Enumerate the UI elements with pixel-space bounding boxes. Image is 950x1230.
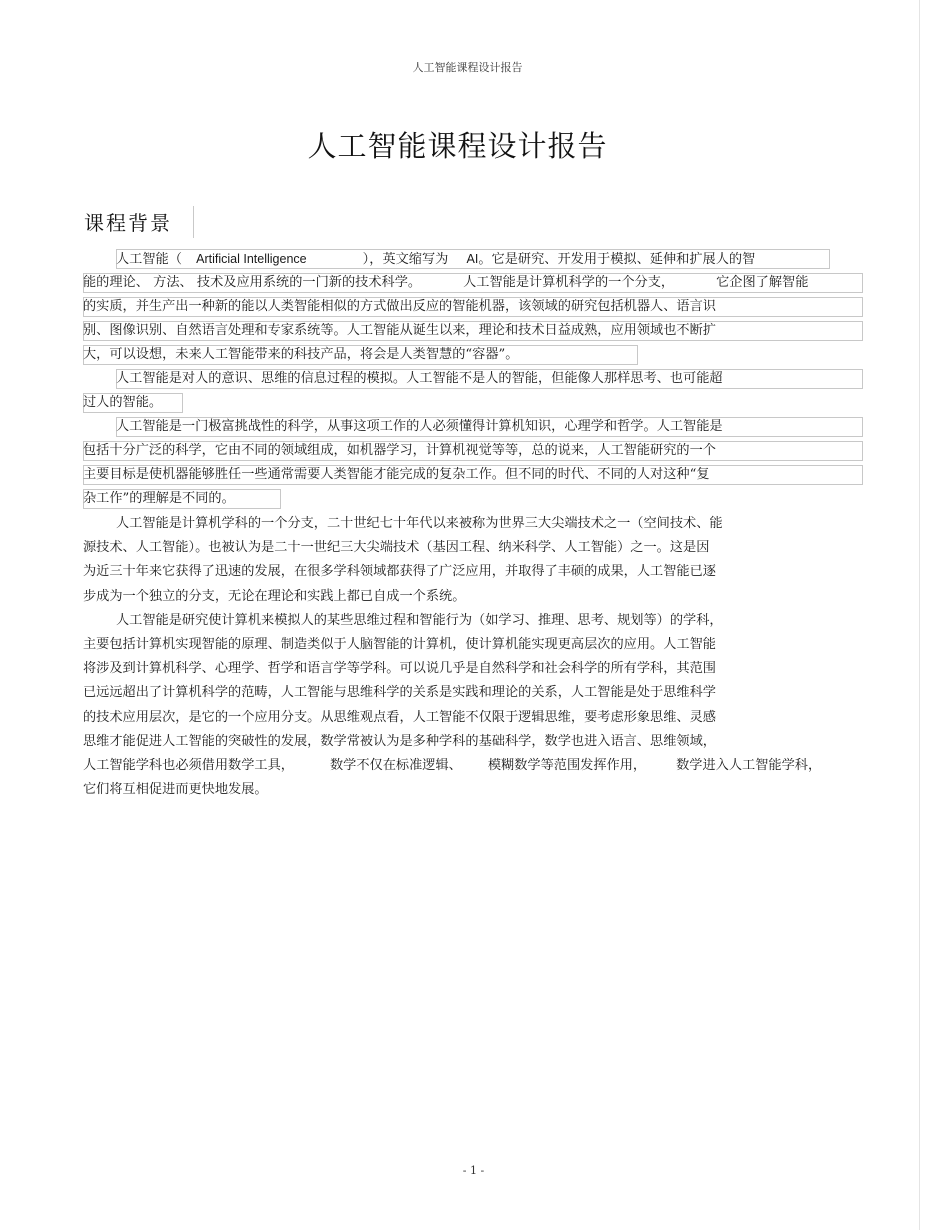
paragraph-line: 杂工作”的理解是不同的。: [83, 491, 235, 506]
running-header: 人工智能课程设计报告: [412, 61, 523, 74]
section-heading: 课程背景: [84, 211, 172, 235]
paragraph-line: 主要目标是使机器能够胜任一些通常需要人类智能才能完成的复杂工作。但不同的时代、不同的人对这种“复: [83, 467, 710, 482]
paragraph-line: 包括十分广泛的科学，它由不同的领域组成，如机器学习，计算机视觉等等，总的说来，人工智能研究的一个: [83, 443, 716, 458]
paragraph-line: 人工智能是计算机学科的一个分支，二十世纪七十年代以来被称为世界三大尖端技术之一（空间技术、能: [116, 516, 723, 531]
paragraph-line: 人工智能是研究使计算机来模拟人的某些思维过程和智能行为（如学习、推理、思考、规划等）的学科，: [116, 613, 723, 628]
paragraph-line: 能的理论、 方法、 技术及应用系统的一门新的技术科学。 人工智能是计算机科学的一个分支， 它企图了解智能: [83, 275, 809, 290]
heading-divider: [193, 206, 194, 238]
paragraph-line: 步成为一个独立的分支，无论在理论和实践上都已自成一个系统。: [83, 589, 466, 604]
paragraph-line: 它们将互相促进而更快地发展。: [83, 782, 268, 797]
paragraph-line: 思维才能促进人工智能的突破性的发展，数学常被认为是多种学科的基础科学，数学也进入语言、思维领域，: [83, 734, 716, 749]
paragraph-line: 别、图像识别、自然语言处理和专家系统等。人工智能从诞生以来，理论和技术日益成熟，应用领域也不断扩: [83, 323, 716, 338]
paragraph-line: 人工智能是对人的意识、思维的信息过程的模拟。人工智能不是人的智能，但能像人那样思考、也可能超: [116, 371, 723, 386]
paragraph-line: 将涉及到计算机科学、心理学、哲学和语言学等学科。可以说几乎是自然科学和社会科学的所有学科，其范围: [83, 661, 716, 676]
paragraph-line: 过人的智能。: [83, 395, 163, 410]
paragraph-line: 人工智能（ Artificial Intelligence ），英文缩写为 AI。它是研究、开发用于模拟、延伸和扩展人的智: [116, 252, 756, 267]
paragraph-line: 大，可以设想，未来人工智能带来的科技产品，将会是人类智慧的“容器”。: [83, 347, 519, 362]
document-title: 人工智能课程设计报告: [307, 129, 608, 163]
paragraph-line: 的技术应用层次，是它的一个应用分支。从思维观点看，人工智能不仅限于逻辑思维，要考虑形象思维、灵感: [83, 710, 716, 725]
paragraph-line: 已远远超出了计算机科学的范畴，人工智能与思维科学的关系是实践和理论的关系，人工智能是处于思维科学: [83, 685, 716, 700]
paragraph-line: 人工智能是一门极富挑战性的科学，从事这项工作的人必须懂得计算机知识，心理学和哲学。人工智能是: [116, 419, 723, 434]
paragraph-line: 源技术、人工智能）。也被认为是二十一世纪三大尖端技术（基因工程、纳米科学、人工智能）之一。这是因: [83, 540, 710, 555]
paragraph-line: 人工智能学科也必须借用数学工具， 数学不仅在标准逻辑、 模糊数学等范围发挥作用， 数学进入人工智能学科，: [83, 758, 822, 773]
paragraph-line: 为近三十年来它获得了迅速的发展，在很多学科领域都获得了广泛应用，并取得了丰硕的成果，人工智能已逐: [83, 564, 716, 579]
page-edge-line: [919, 0, 920, 1230]
page-number: - 1 -: [462, 1164, 485, 1177]
paragraph-line: 主要包括计算机实现智能的原理、制造类似于人脑智能的计算机，使计算机能实现更高层次的应用。人工智能: [83, 637, 716, 652]
paragraph-line: 的实质，并生产出一种新的能以人类智能相似的方式做出反应的智能机器，该领域的研究包括机器人、语言识: [83, 299, 716, 314]
